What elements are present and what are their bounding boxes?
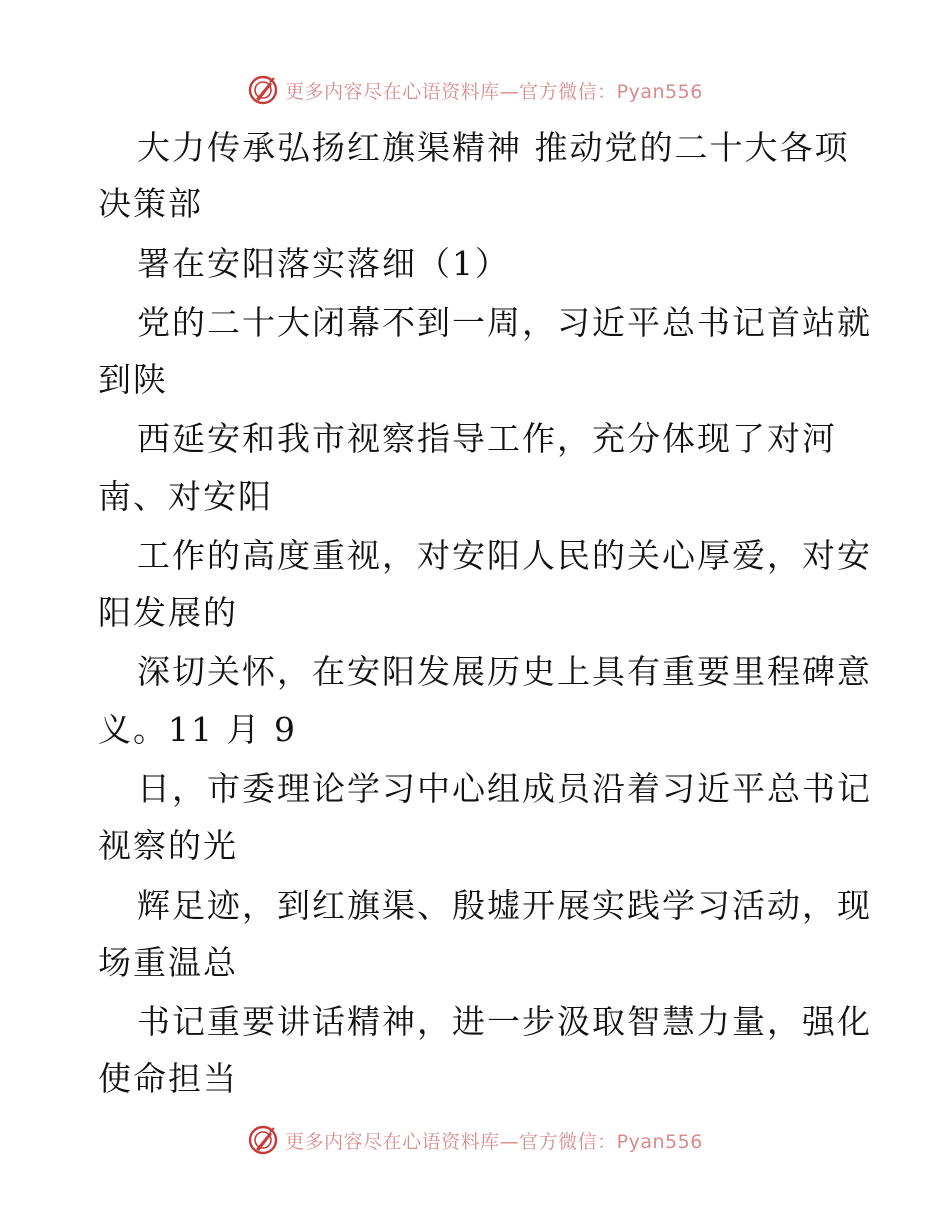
text-line: 到陕 bbox=[98, 360, 168, 399]
text-line: 深切关怀，在安阳发展历史上具有重要里程碑意 bbox=[137, 652, 872, 691]
text-line: 署在安阳落实落细（1） bbox=[137, 244, 510, 283]
watermark-banner-bottom bbox=[0, 1120, 950, 1160]
watermark-text-top: 更多内容尽在心语资料库—官方微信：Pyan556 bbox=[285, 80, 703, 103]
quill-seal-icon bbox=[247, 74, 279, 106]
text-line: 大力传承弘扬红旗渠精神 推动党的二十大各项 bbox=[137, 128, 850, 167]
text-line: 工作的高度重视，对安阳人民的关心厚爱，对安 bbox=[137, 536, 872, 575]
text-line: 书记重要讲话精神，进一步汲取智慧力量，强化 bbox=[137, 1002, 872, 1041]
watermark-banner-top bbox=[0, 70, 950, 110]
text-line: 南、对安阳 bbox=[98, 477, 273, 516]
text-line: 辉足迹，到红旗渠、殷墟开展实践学习活动，现 bbox=[137, 886, 872, 925]
watermark-text-bottom: 更多内容尽在心语资料库—官方微信：Pyan556 bbox=[285, 1130, 703, 1153]
quill-seal-icon bbox=[247, 1124, 279, 1156]
text-line: 场重温总 bbox=[98, 943, 238, 982]
text-line: 日，市委理论学习中心组成员沿着习近平总书记 bbox=[137, 769, 872, 808]
text-line: 使命担当 bbox=[98, 1059, 238, 1098]
text-line: 视察的光 bbox=[98, 826, 238, 865]
text-line: 义。11 月 9 bbox=[98, 710, 297, 749]
text-line: 决策部 bbox=[98, 184, 203, 223]
text-line: 阳发展的 bbox=[98, 593, 238, 632]
text-line: 党的二十大闭幕不到一周，习近平总书记首站就 bbox=[137, 303, 872, 342]
text-line: 西延安和我市视察指导工作，充分体现了对河 bbox=[137, 419, 837, 458]
